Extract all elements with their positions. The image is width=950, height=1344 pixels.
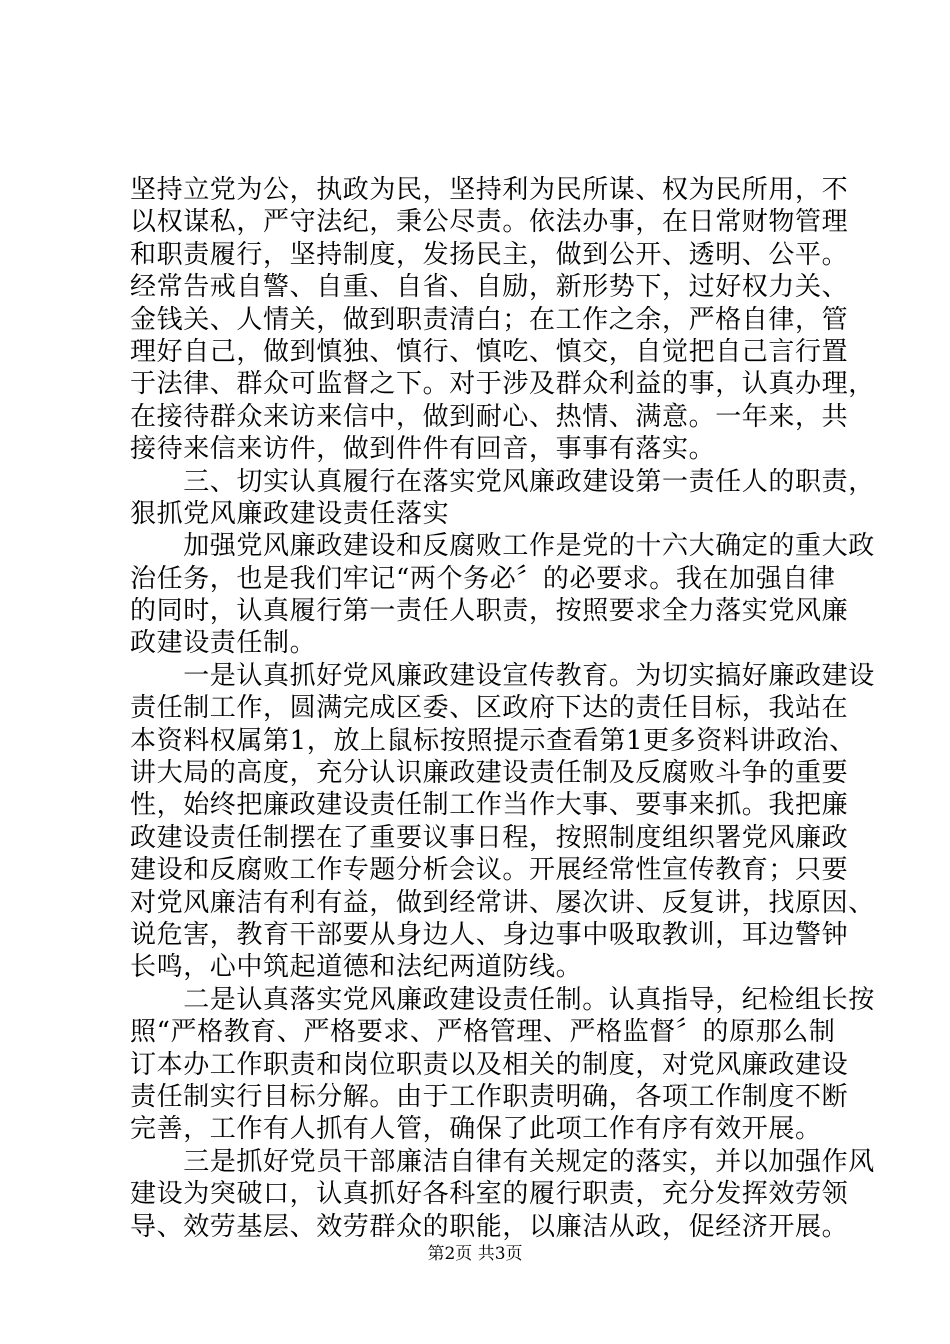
text-line: 理好自己，做到慎独、慎行、慎吃、慎交，自觉把自己言行置 — [130, 336, 849, 367]
text-line: 性，始终把廉政建设责任制工作当作大事、要事来抓。我把廉 — [130, 790, 849, 821]
text-line: 以权谋私，严守法纪，秉公尽责。依法办事，在日常财物管理 — [130, 207, 849, 238]
text-line: 坚持立党为公，执政为民，坚持利为民所谋、权为民所用，不 — [130, 175, 849, 205]
text-line: 完善，工作有人抓有人管，确保了此项工作有序有效开展。 — [130, 1114, 822, 1145]
text-line: 金钱关、人情关，做到职责清白；在工作之余，严格自律，管 — [130, 304, 849, 335]
text-line: 对党风廉洁有利有益，做到经常讲、屡次讲、反复讲，找原因、 — [130, 887, 875, 918]
text-line: 于法律、群众可监督之下。对于涉及群众利益的事，认真办理， — [130, 369, 875, 400]
text-line: 政建设责任制。 — [130, 628, 317, 659]
text-line: 二是认真落实党风廉政建设责任制。认真指导，纪检组长按 — [130, 984, 875, 1015]
text-line: 政建设责任制摆在了重要议事日程，按照制度组织署党风廉政 — [130, 822, 849, 853]
page-number: 第2页 共3页 — [427, 1244, 523, 1264]
document-body — [130, 174, 875, 1243]
text-line: 的同时，认真履行第一责任人职责，按照要求全力落实党风廉 — [130, 596, 849, 627]
text-line: 一是认真抓好党风廉政建设宣传教育。为切实搞好廉政建设 — [130, 660, 875, 691]
text-line: 建设为突破口，认真抓好各科室的履行职责，充分发挥效劳领 — [130, 1179, 849, 1210]
text-line: 长鸣，心中筑起道德和法纪两道防线。 — [130, 952, 583, 983]
text-line: 建设和反腐败工作专题分析会议。开展经常性宣传教育；只要 — [130, 855, 849, 886]
text-line: 导、效劳基层、效劳群众的职能，以廉洁从政，促经济开展。 — [130, 1211, 849, 1242]
text-line: 订本办工作职责和岗位职责以及相关的制度，对党风廉政建设 — [130, 1049, 849, 1080]
text-line: 本资料权属第1，放上鼠标按照提示查看第1更多资料讲政治、 — [130, 725, 856, 756]
text-line: 责任制工作，圆满完成区委、区政府下达的责任目标，我站在 — [130, 693, 849, 724]
text-line: 经常告戒自警、自重、自省、自励，新形势下，过好权力关、 — [130, 272, 849, 303]
text-line: 责任制实行目标分解。由于工作职责明确，各项工作制度不断 — [130, 1081, 849, 1112]
text-line: 治任务，也是我们牢记“两个务必〞的必要求。我在加强自律 — [130, 563, 836, 594]
text-line: 说危害，教育干部要从身边人、身边事中吸取教训，耳边警钟 — [130, 919, 849, 950]
section-heading-line: 三、切实认真履行在落实党风廉政建设第一责任人的职责， — [130, 466, 875, 497]
text-line: 三是抓好党员干部廉洁自律有关规定的落实，并以加强作风 — [130, 1146, 875, 1177]
text-line: 照“严格教育、严格要求、严格管理、严格监督〞的原那么制 — [130, 1017, 836, 1048]
text-line: 和职责履行，坚持制度，发扬民主，做到公开、透明、公平。 — [130, 239, 849, 270]
section-heading-line: 狠抓党风廉政建设责任落实 — [130, 498, 450, 529]
text-line: 接待来信来访件，做到件件有回音，事事有落实。 — [130, 434, 716, 465]
text-line: 在接待群众来访来信中，做到耐心、热情、满意。一年来，共 — [130, 401, 849, 432]
text-line: 讲大局的高度，充分认识廉政建设责任制及反腐败斗争的重要 — [130, 758, 849, 789]
text-line: 加强党风廉政建设和反腐败工作是党的十六大确定的重大政 — [130, 531, 875, 562]
